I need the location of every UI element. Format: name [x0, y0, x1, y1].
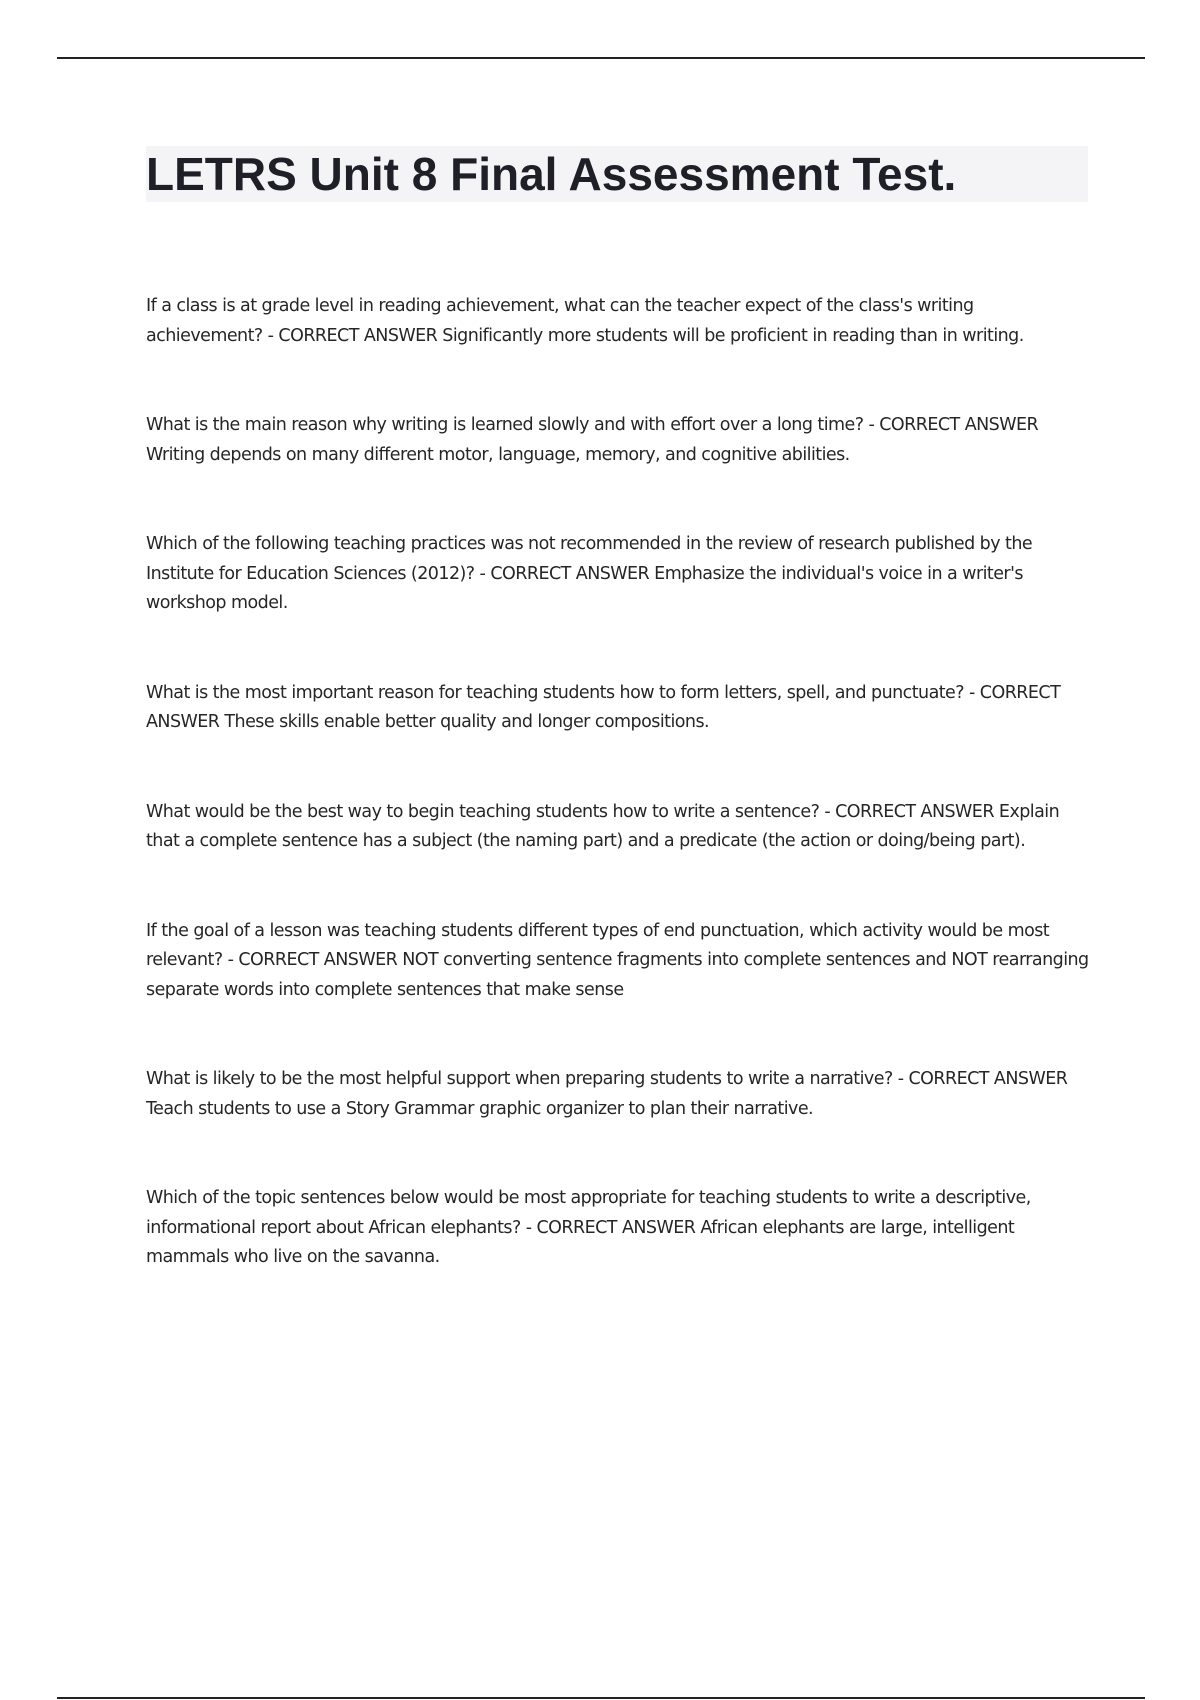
question-answer-list: [146, 292, 1090, 1333]
question-answer-item: What is the main reason why writing is learned slowly and with effort over a long time? - CORRECT ANSWER Writing depends on many different motor, language, memory, and cognitive abilities.: [146, 415, 1039, 465]
question-answer-item: What is the most important reason for teaching students how to form letters, spell, and punctuate? - CORRECT ANSWER These skills enable better quality and longer compositions.: [146, 682, 1061, 732]
top-rule: [57, 57, 1145, 59]
bottom-rule: [57, 1697, 1145, 1699]
question-answer-item: Which of the following teaching practices was not recommended in the review of research published by the Institute for Education Sciences (2012)? - CORRECT ANSWER Emphasize the individual's voice in a writer's workshop model.: [146, 534, 1033, 613]
question-answer-item: Which of the topic sentences below would be most appropriate for teaching students to write a descriptive, informational report about African elephants? - CORRECT ANSWER African elephants are large, intelligent mammals who live on the savanna.: [146, 1188, 1031, 1267]
question-answer-item: What is likely to be the most helpful support when preparing students to write a narrative? - CORRECT ANSWER Teach students to use a Story Grammar graphic organizer to plan their narrative.: [146, 1069, 1068, 1119]
question-answer-item: What would be the best way to begin teaching students how to write a sentence? - CORRECT ANSWER Explain that a complete sentence has a subject (the naming part) and a predicate (the action or doing/being part).: [146, 801, 1060, 851]
question-answer-item: If the goal of a lesson was teaching students different types of end punctuation, which activity would be most relevant? - CORRECT ANSWER NOT converting sentence fragments into complete sentences and NOT rearranging separate words into complete sentences that make sense: [146, 920, 1089, 1000]
document-title: LETRS Unit 8 Final Assessment Test.: [146, 148, 957, 200]
question-answer-item: If a class is at grade level in reading achievement, what can the teacher expect of the class's writing achievement? - CORRECT ANSWER Significantly more students will be proficient in reading than in writing.: [146, 296, 1024, 346]
